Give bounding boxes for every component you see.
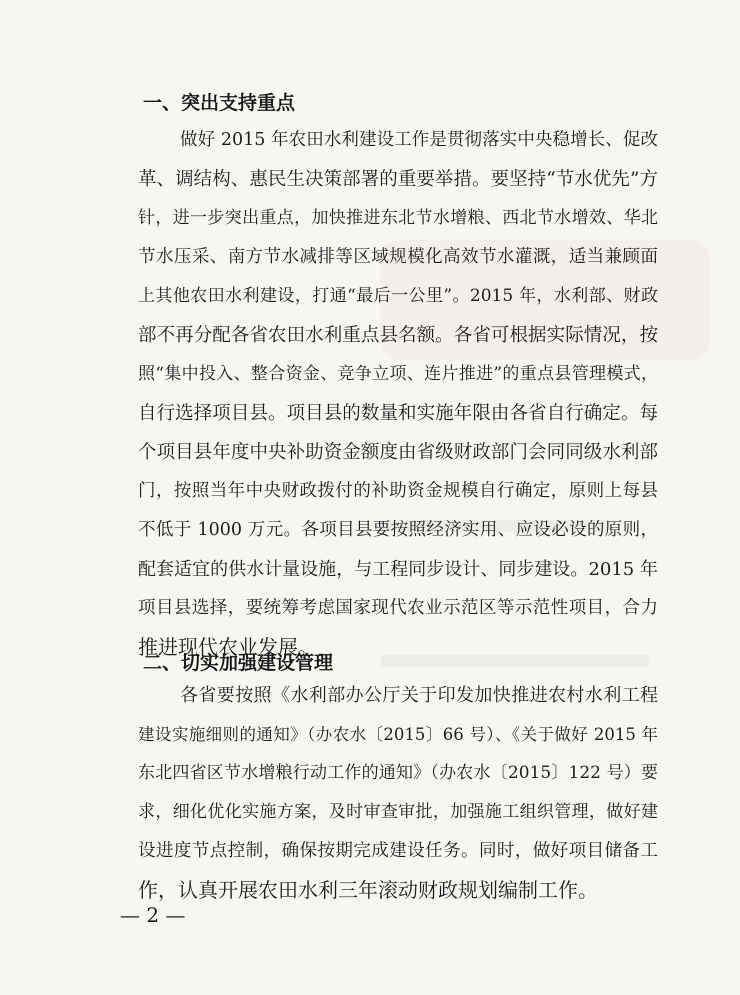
text-line: 节水压采、南方节水减排等区域规模化高效节水灌溉，适当兼顾面 — [138, 247, 658, 267]
text-line: 做好 2015 年农田水利建设工作是贯彻落实中央稳增长、促改 — [180, 130, 658, 150]
text-line: 各省要按照《水利部办公厅关于印发加快推进农村水利工程 — [180, 685, 658, 706]
text-line: 配套适宜的供水计量设施，与工程同步设计、同步建设。2015 年 — [138, 559, 658, 580]
section-1-heading: 一、突出支持重点 — [143, 92, 296, 114]
text-line: 求，细化优化实施方案，及时审查审批，加强施工组织管理，做好建 — [138, 802, 658, 822]
text-line: 个项目县年度中央补助资金额度由省级财政部门会同同级水利部 — [138, 442, 658, 463]
text-line: 自行选择项目县。项目县的数量和实施年限由各省自行确定。每 — [138, 403, 658, 424]
page-number: — 2 — — [120, 903, 186, 927]
text-line: 建设实施细则的通知》（办农水〔2015〕66 号）、《关于做好 2015 年 — [138, 725, 658, 744]
text-line: 针，进一步突出重点，加快推进东北节水增粮、西北节水增效、华北 — [138, 208, 658, 228]
text-line: 东北四省区节水增粮行动工作的通知》（办农水〔2015〕122 号）要 — [138, 763, 658, 783]
text-line: 推进现代农业发展。 — [138, 635, 318, 659]
section-2-heading: 二、切实加强建设管理 — [143, 652, 334, 674]
text-line: 革、调结构、惠民生决策部署的重要举措。要坚持“节水优先”方 — [138, 169, 658, 190]
text-line: 上其他农田水利建设，打通“最后一公里”。2015 年，水利部、财政 — [138, 286, 658, 306]
text-line: 门，按照当年中央财政拨付的补助资金规模自行确定，原则上每县 — [138, 481, 658, 501]
text-line: 部不再分配各省农田水利重点县名额。各省可根据实际情况，按 — [138, 325, 658, 346]
section-1-body — [138, 121, 658, 667]
text-line: 项目县选择，要统筹考虑国家现代农业示范区等示范性项目，合力 — [138, 598, 658, 618]
text-line: 不低于 1000 万元。各项目县要按照经济实用、应设必设的原则， — [138, 520, 658, 540]
section-2-body — [138, 676, 658, 910]
text-line: 作，认真开展农田水利三年滚动财政规划编制工作。 — [138, 878, 598, 902]
text-line: 设进度节点控制，确保按期完成建设任务。同时，做好项目储备工 — [138, 841, 658, 861]
text-line: 照“集中投入、整合资金、竞争立项、连片推进”的重点县管理模式， — [138, 364, 658, 384]
